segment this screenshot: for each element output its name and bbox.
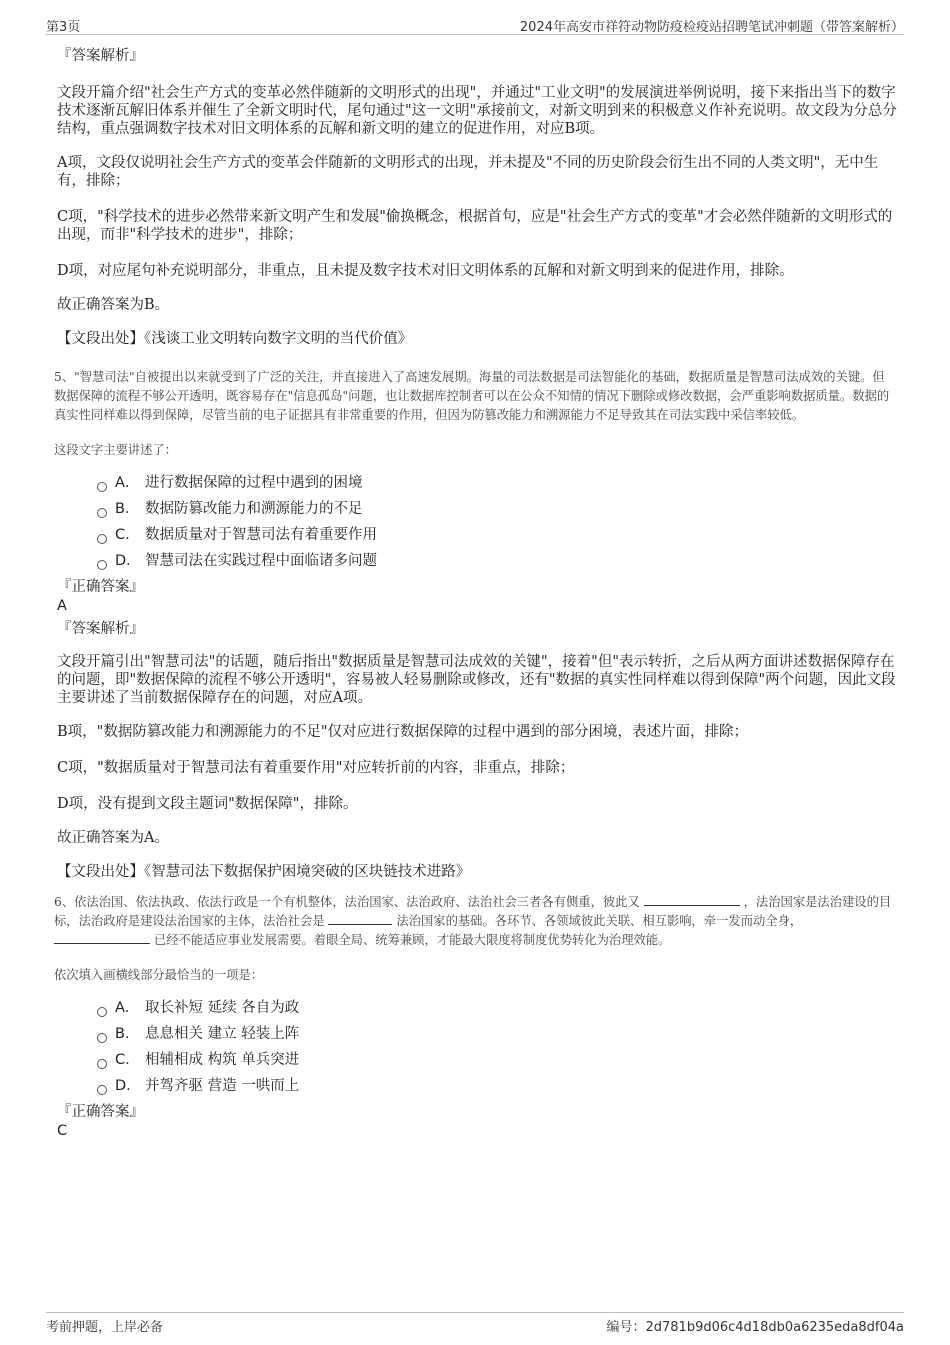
page-footer <box>46 1312 904 1333</box>
radio-button[interactable] <box>97 1007 107 1017</box>
page-number: 第3页 <box>46 20 81 35</box>
document-title: 2024年高安市祥符动物防疫检疫站招聘笔试冲刺题（带答案解析） <box>519 20 904 35</box>
option-a[interactable]: A． 进行数据保障的过程中遇到的困境 <box>97 473 897 499</box>
radio-button[interactable] <box>97 508 107 518</box>
fill-blank-3 <box>54 931 150 944</box>
option-d[interactable]: D． 并驾齐驱 营造 一哄而上 <box>97 1076 897 1102</box>
fill-blank-1 <box>644 893 740 906</box>
option-a[interactable]: A． 取长补短 延续 各自为政 <box>97 998 897 1024</box>
source-citation: 【文段出处】《智慧司法下数据保护困境突破的区块链技术进路》 <box>57 864 471 880</box>
source-citation: 【文段出处】《浅谈工业文明转向数字文明的当代价值》 <box>57 331 413 347</box>
option-b[interactable]: B． 息息相关 建立 轻装上阵 <box>97 1024 897 1050</box>
fill-blank-2 <box>328 912 392 925</box>
analysis-option-a: A项，文段仅说明社会生产方式的变革会伴随新的文明形式的出现，并未提及"不同的历史阶段会衍生出不同的人类文明"，无中生有，排除； <box>57 155 879 189</box>
correct-answer: A <box>57 598 67 614</box>
radio-button[interactable] <box>97 482 107 492</box>
analysis-conclusion: 故正确答案为B。 <box>57 297 170 313</box>
footer-slogan: 考前押题，上岸必备 <box>46 1320 164 1335</box>
analysis-option-d: D项，对应尾句补充说明部分，非重点，且未提及数字技术对旧文明体系的瓦解和对新文明到来的促进作用，排除。 <box>57 263 794 279</box>
correct-answer-label: 『正确答案』 <box>57 1104 144 1120</box>
question-6-stem: 6、依法治国、依法执政、依法行政是一个有机整体，法治国家、法治政府、法治社会三者各有侧重，彼此又 ，法治国家是法治建设的目标，法治政府是建设法治国家的主体，法治社会是 法治国家的基础。各环节、各领域彼此关联、相互影响，牵一发而动全身， 已经不能适应事业发展需要。着眼全局、统筹兼顾，才能最大限度将制度优势转化为治理效能。 <box>54 895 892 947</box>
analysis-conclusion: 故正确答案为A。 <box>57 830 169 846</box>
radio-button[interactable] <box>97 1085 107 1095</box>
question-6-options <box>57 998 897 1102</box>
radio-button[interactable] <box>97 534 107 544</box>
radio-button[interactable] <box>97 560 107 570</box>
option-c[interactable]: C． 相辅相成 构筑 单兵突进 <box>97 1050 897 1076</box>
question-5-stem: 5、"智慧司法"自被提出以来就受到了广泛的关注，并直接进入了高速发展期。海量的司法数据是司法智能化的基础，数据质量是智慧司法成效的关键。但数据保障的流程不够公开透明，既容易存在"信息孤岛"问题，也让数据库控制者可以在公众不知情的情况下删除或修改数据，会严重影响数据质量。数据的真实性同样难以得到保障，尽管当前的电子证据具有非常重要的作用，但因为防篡改能力和溯源能力不足导致其在司法实践中采信率较低。 <box>54 370 890 422</box>
document-id: 编号：2d781b9d06c4d18db0a6235eda8df04a <box>606 1320 904 1335</box>
radio-button[interactable] <box>97 1059 107 1069</box>
analysis-option-c: C项，"科学技术的进步必然带来新文明产生和发展"偷换概念，根据首句，应是"社会生产方式的变革"才会必然伴随新的文明形式的出现，而非"科学技术的进步"，排除； <box>57 209 893 243</box>
correct-answer-label: 『正确答案』 <box>57 579 144 595</box>
question-6-prompt: 依次填入画横线部分最恰当的一项是： <box>54 968 264 982</box>
analysis-label: 『答案解析』 <box>57 48 144 64</box>
question-5-options <box>57 473 897 577</box>
option-c[interactable]: C． 数据质量对于智慧司法有着重要作用 <box>97 525 897 551</box>
correct-answer: C <box>57 1123 68 1139</box>
analysis-option-b: B项，"数据防篡改能力和溯源能力的不足"仅对应进行数据保障的过程中遇到的部分困境，表述片面，排除； <box>57 724 748 740</box>
analysis-option-c: C项，"数据质量对于智慧司法有着重要作用"对应转折前的内容，非重点，排除； <box>57 760 575 776</box>
page-header <box>46 14 904 35</box>
option-b[interactable]: B． 数据防篡改能力和溯源能力的不足 <box>97 499 897 525</box>
document-body <box>54 44 897 1140</box>
analysis-paragraph: 文段开篇介绍"社会生产方式的变革必然伴随新的文明形式的出现"，并通过"工业文明"的发展演进举例说明，接下来指出当下的数字技术逐渐瓦解旧体系并催生了全新文明时代，尾句通过"这一文明"承接前文，对新文明到来的积极意义作补充说明。故文段为分总分结构，重点强调数字技术对旧文明体系的瓦解和新文明的建立的促进作用，对应B项。 <box>57 85 897 137</box>
question-5-prompt: 这段文字主要讲述了： <box>54 443 177 457</box>
analysis-paragraph: 文段开篇引出"智慧司法"的话题，随后指出"数据质量是智慧司法成效的关键"，接着"但"表示转折，之后从两方面讲述数据保障存在的问题，即"数据保障的流程不够公开透明"，容易被人轻易删除或修改，还有"数据的真实性同样难以得到保障"两个问题，因此文段主要讲述了当前数据保障存在的问题，对应A项。 <box>57 654 896 706</box>
option-d[interactable]: D． 智慧司法在实践过程中面临诸多问题 <box>97 551 897 577</box>
radio-button[interactable] <box>97 1033 107 1043</box>
analysis-label: 『答案解析』 <box>57 621 144 637</box>
analysis-option-d: D项，没有提到文段主题词"数据保障"，排除。 <box>57 796 358 812</box>
